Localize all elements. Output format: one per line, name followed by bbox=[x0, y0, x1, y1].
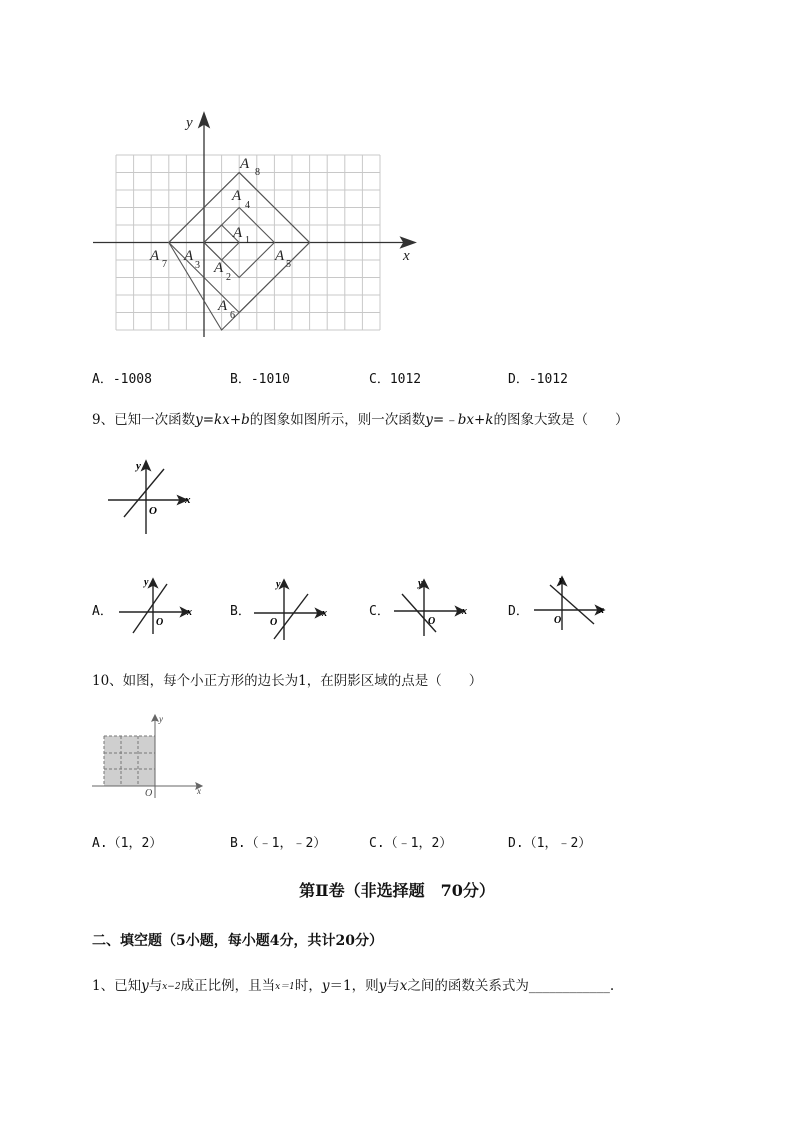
label-A4: A bbox=[232, 188, 242, 204]
label-A6-sub: 6 bbox=[230, 310, 235, 321]
fill1-t5: ＝1，则 bbox=[329, 978, 379, 994]
q8-option-a[interactable]: A．-1008 bbox=[92, 372, 152, 387]
label-A2: A bbox=[214, 260, 224, 276]
fill1-t1: 已知 bbox=[114, 978, 142, 994]
q9-formula-1: y=kx+b bbox=[195, 412, 250, 428]
q9-option-c-graph[interactable] bbox=[392, 576, 472, 638]
label-A1: A bbox=[233, 225, 243, 241]
q9-a-x: x bbox=[187, 607, 192, 618]
fill1-v4: x bbox=[399, 978, 408, 994]
fill1-t6: 与 bbox=[386, 978, 400, 994]
q9-b-x: x bbox=[322, 608, 327, 619]
fill1-t3: 成正比例，且当 bbox=[180, 978, 276, 994]
q9-a-o: O bbox=[156, 617, 164, 628]
label-A3: A bbox=[184, 248, 194, 264]
q9-option-a-graph[interactable] bbox=[117, 576, 197, 636]
q10-option-a[interactable]: A.（1，2） bbox=[92, 836, 163, 851]
q9-formula-2: y=﹣bx+k bbox=[425, 412, 494, 428]
x-axis-label: x bbox=[403, 248, 410, 264]
q9-b-y: y bbox=[276, 579, 281, 590]
q9-text-2: 的图象如图所示，则一次函数 bbox=[249, 412, 426, 428]
label-A2-sub: 2 bbox=[226, 272, 231, 283]
q9-d-y: y bbox=[559, 575, 564, 586]
q8-option-c[interactable]: C．1012 bbox=[369, 372, 422, 387]
q9-text-1: 已知一次函数 bbox=[114, 412, 196, 428]
q9-ref-line bbox=[124, 469, 164, 517]
q9-c-x: x bbox=[462, 606, 467, 617]
label-A3-sub: 3 bbox=[195, 260, 200, 271]
q9-ref-y: y bbox=[136, 460, 141, 472]
q9-option-b-graph[interactable] bbox=[252, 576, 332, 642]
fill1-v2: y bbox=[321, 978, 330, 994]
label-A5: A bbox=[275, 248, 285, 264]
q9-d-x: x bbox=[599, 605, 604, 616]
fill1-v1: y bbox=[141, 978, 149, 994]
q9-option-c[interactable]: C． bbox=[369, 604, 390, 619]
q10-x: x bbox=[197, 786, 201, 796]
q8-grid-figure bbox=[85, 105, 425, 340]
q9-b-o: O bbox=[270, 617, 278, 628]
q9-option-d[interactable]: D． bbox=[508, 604, 529, 619]
q9-option-d-graph[interactable] bbox=[532, 572, 612, 632]
q8-option-d[interactable]: D．-1012 bbox=[508, 372, 568, 387]
fill1-t7: 之间的函数关系式为 bbox=[407, 978, 529, 994]
fill1-blank[interactable]: ____________ bbox=[528, 978, 610, 994]
q8-option-b[interactable]: B．-1010 bbox=[230, 372, 290, 387]
q10-option-c[interactable]: C.（﹣1，2） bbox=[369, 836, 453, 851]
label-A4-sub: 4 bbox=[245, 200, 250, 211]
q9-ref-x: x bbox=[185, 494, 191, 506]
section-title: 第Ⅱ卷（非选择题 70分） bbox=[299, 881, 495, 900]
fill1-t2: 与 bbox=[148, 978, 163, 994]
q9-text bbox=[92, 408, 628, 428]
label-A7-sub: 7 bbox=[162, 259, 167, 270]
label-A7: A bbox=[150, 248, 160, 264]
label-A6: A bbox=[218, 298, 228, 314]
section-subtitle: 二、填空题（5小题，每小题4分，共计20分） bbox=[92, 933, 383, 949]
q9-a-y: y bbox=[144, 577, 149, 588]
fill1-number: 1、 bbox=[92, 978, 115, 994]
fill1-t4: 时， bbox=[294, 978, 322, 994]
q10-y: y bbox=[159, 714, 163, 724]
label-A8-sub: 8 bbox=[255, 167, 260, 178]
q10-option-b[interactable]: B.（﹣1，﹣2） bbox=[230, 836, 327, 851]
q10-option-d[interactable]: D.（1，﹣2） bbox=[508, 836, 592, 851]
q9-number: 9、 bbox=[92, 412, 115, 428]
label-A1-sub: 1 bbox=[245, 235, 250, 246]
shaded-region bbox=[104, 736, 155, 786]
y-axis-label: y bbox=[186, 115, 193, 131]
label-A8: A bbox=[240, 156, 250, 172]
fill1-v3: y bbox=[378, 978, 387, 994]
q10-o: O bbox=[145, 788, 153, 799]
q9-text-3: 的图象大致是（ ） bbox=[493, 412, 629, 428]
q9-c-o: O bbox=[428, 616, 436, 627]
q10-figure bbox=[92, 712, 217, 802]
fill1-small2: x＝1 bbox=[275, 982, 295, 992]
q9-d-o: O bbox=[554, 615, 562, 626]
q9-reference-graph bbox=[105, 458, 200, 538]
label-A5-sub: 5 bbox=[286, 259, 291, 270]
q10-text: 10、如图，每个小正方形的边长为1，在阴影区域的点是（ ） bbox=[92, 673, 483, 689]
q9-c-y: y bbox=[418, 578, 423, 589]
fill1-small1: x−2 bbox=[162, 982, 181, 992]
fill1-end: . bbox=[609, 978, 615, 994]
q9-option-b[interactable]: B． bbox=[230, 604, 251, 619]
q9-option-a[interactable]: A． bbox=[92, 604, 113, 619]
fill-question-1 bbox=[92, 974, 614, 994]
q9-ref-o: O bbox=[149, 505, 157, 517]
